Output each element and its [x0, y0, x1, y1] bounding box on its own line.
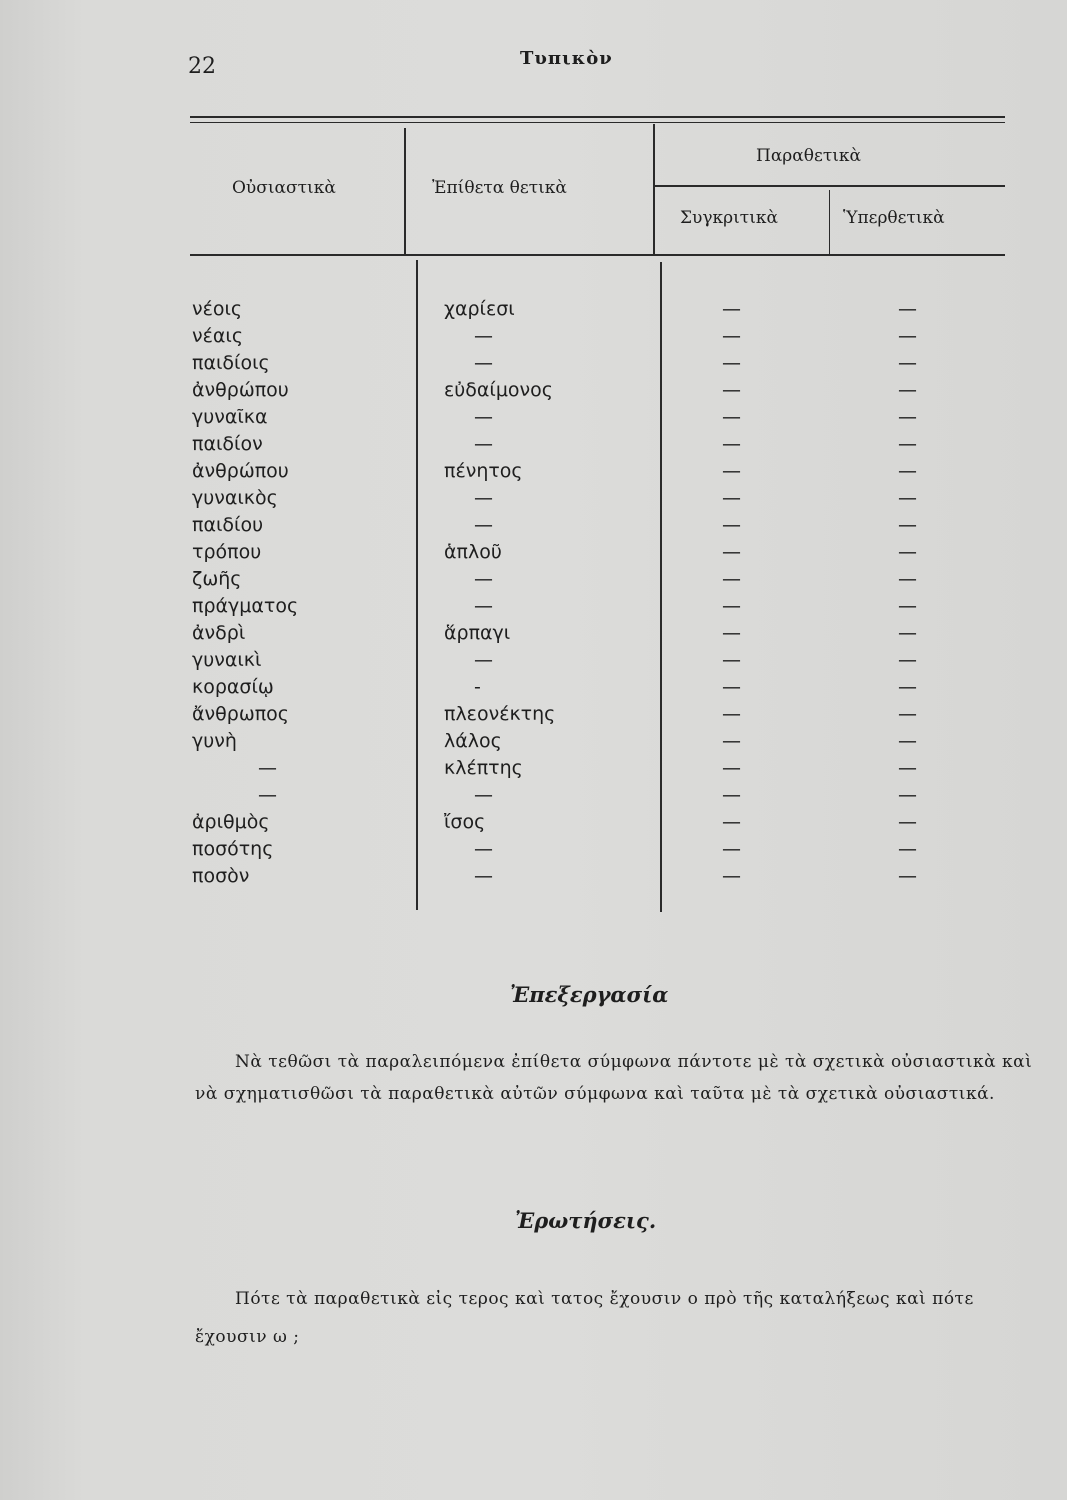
comparative-blank: —	[722, 379, 741, 401]
comparative-blank: —	[722, 730, 741, 752]
top-rule-thin	[190, 122, 1005, 123]
header-group-rule	[655, 185, 1005, 187]
adjective-cell: —	[474, 433, 493, 455]
superlative-blank: —	[898, 298, 917, 320]
superlative-blank: —	[898, 676, 917, 698]
exercise-text: Νὰ τεθῶσι τὰ παραλειπόμενα ἐπίθετα σύμφωνα πάντοτε μὲ τὰ σχετικὰ οὐσιαστικὰ καὶ νὰ σχηματισθῶσι τὰ παραθετικὰ αὐτῶν σύμφωνα καὶ ταῦτα μὲ τὰ σχετικὰ οὐσιαστικά.	[195, 1052, 1033, 1104]
header-nouns: Οὐσιαστικὰ	[232, 178, 336, 198]
exercise-title: Ἐπεξεργασία	[510, 982, 669, 1007]
superlative-blank: —	[898, 703, 917, 725]
noun-cell: ἀνθρώπου	[192, 379, 289, 401]
adjective-cell: —	[474, 784, 493, 806]
superlative-blank: —	[898, 325, 917, 347]
comparative-blank: —	[722, 676, 741, 698]
adjective-cell: λάλος	[444, 730, 502, 752]
noun-cell: τρόπου	[192, 541, 262, 563]
adjective-cell: —	[474, 325, 493, 347]
column-rule-2-body	[660, 262, 662, 912]
comparative-blank: —	[722, 514, 741, 536]
comparative-blank: —	[722, 460, 741, 482]
superlative-blank: —	[898, 406, 917, 428]
noun-cell: νέοις	[192, 298, 243, 320]
comparative-blank: —	[722, 811, 741, 833]
noun-cell: ποσὸν	[192, 865, 250, 887]
noun-cell: παιδίον	[192, 433, 263, 455]
superlative-blank: —	[898, 541, 917, 563]
superlative-blank: —	[898, 514, 917, 536]
noun-cell: πράγματος	[192, 595, 299, 617]
superlative-blank: —	[898, 487, 917, 509]
header-comparatives-group: Παραθετικὰ	[756, 146, 861, 166]
running-title: Τυπικὸν	[520, 48, 613, 69]
comparative-blank: —	[722, 487, 741, 509]
superlative-blank: —	[898, 649, 917, 671]
noun-cell: γυνὴ	[192, 730, 237, 752]
comparative-blank: —	[722, 568, 741, 590]
noun-cell: παιδίοις	[192, 352, 270, 374]
top-rule	[190, 116, 1005, 118]
noun-cell: γυναικὶ	[192, 649, 262, 671]
comparative-blank: —	[722, 757, 741, 779]
comparative-blank: —	[722, 595, 741, 617]
comparative-blank: —	[722, 433, 741, 455]
noun-cell: —	[258, 757, 277, 779]
adjective-cell: ἴσος	[444, 811, 486, 833]
adjective-cell: —	[474, 568, 493, 590]
noun-cell: ποσότης	[192, 838, 274, 860]
noun-cell: κορασίῳ	[192, 676, 274, 698]
adjective-cell: χαρίεσι	[444, 298, 515, 320]
adjective-cell: ἁπλοῦ	[444, 541, 502, 563]
adjective-cell: —	[474, 865, 493, 887]
comparative-blank: —	[722, 325, 741, 347]
comparative-blank: —	[722, 622, 741, 644]
header-superlative: Ὑπερθετικὰ	[843, 208, 945, 228]
adjective-cell: κλέπτης	[444, 757, 523, 779]
adjective-cell: ἅρπαγι	[444, 622, 511, 644]
superlative-blank: —	[898, 838, 917, 860]
header-adjectives: Ἐπίθετα θετικὰ	[432, 178, 567, 198]
adjective-cell: -	[474, 676, 481, 698]
superlative-blank: —	[898, 784, 917, 806]
comparative-blank: —	[722, 784, 741, 806]
noun-cell: γυναικὸς	[192, 487, 278, 509]
superlative-blank: —	[898, 730, 917, 752]
questions-text: Πότε τὰ παραθετικὰ εἰς τερος καὶ τατος ἔχουσιν ο πρὸ τῆς καταλήξεως καὶ πότε ἔχουσιν ω ;	[195, 1289, 974, 1347]
superlative-blank: —	[898, 433, 917, 455]
adjective-cell: —	[474, 838, 493, 860]
column-rule-2	[653, 124, 655, 256]
noun-cell: γυναῖκα	[192, 406, 268, 428]
superlative-blank: —	[898, 352, 917, 374]
superlative-blank: —	[898, 568, 917, 590]
noun-cell: ἀνδρὶ	[192, 622, 246, 644]
noun-cell: νέαις	[192, 325, 243, 347]
adjective-cell: εὐδαίμονος	[444, 379, 553, 401]
superlative-blank: —	[898, 757, 917, 779]
comparative-blank: —	[722, 541, 741, 563]
questions-title: Ἐρωτήσεις.	[515, 1208, 657, 1233]
superlative-blank: —	[898, 622, 917, 644]
superlative-blank: —	[898, 595, 917, 617]
superlative-blank: —	[898, 811, 917, 833]
superlative-blank: —	[898, 865, 917, 887]
adjective-cell: —	[474, 487, 493, 509]
superlative-blank: —	[898, 379, 917, 401]
adjective-cell: πένητος	[444, 460, 523, 482]
column-rule-1-body	[416, 260, 418, 910]
noun-cell: παιδίου	[192, 514, 264, 536]
adjective-cell: —	[474, 514, 493, 536]
noun-cell: ἄνθρωπος	[192, 703, 289, 725]
noun-cell: ζωῆς	[192, 568, 242, 590]
noun-cell: —	[258, 784, 277, 806]
superlative-blank: —	[898, 460, 917, 482]
adjective-cell: —	[474, 595, 493, 617]
column-rule-1	[404, 128, 406, 256]
comparative-blank: —	[722, 649, 741, 671]
comparative-blank: —	[722, 703, 741, 725]
noun-cell: ἀριθμὸς	[192, 811, 270, 833]
adjective-cell: —	[474, 352, 493, 374]
adjective-cell: —	[474, 406, 493, 428]
page-number: 22	[188, 54, 216, 79]
column-rule-3	[829, 190, 830, 254]
noun-cell: ἀνθρώπου	[192, 460, 289, 482]
comparative-blank: —	[722, 406, 741, 428]
adjective-cell: πλεονέκτης	[444, 703, 556, 725]
comparative-blank: —	[722, 298, 741, 320]
header-bottom-rule	[190, 254, 1005, 256]
comparative-blank: —	[722, 838, 741, 860]
header-comparative: Συγκριτικὰ	[680, 208, 778, 228]
adjective-cell: —	[474, 649, 493, 671]
comparative-blank: —	[722, 865, 741, 887]
comparative-blank: —	[722, 352, 741, 374]
